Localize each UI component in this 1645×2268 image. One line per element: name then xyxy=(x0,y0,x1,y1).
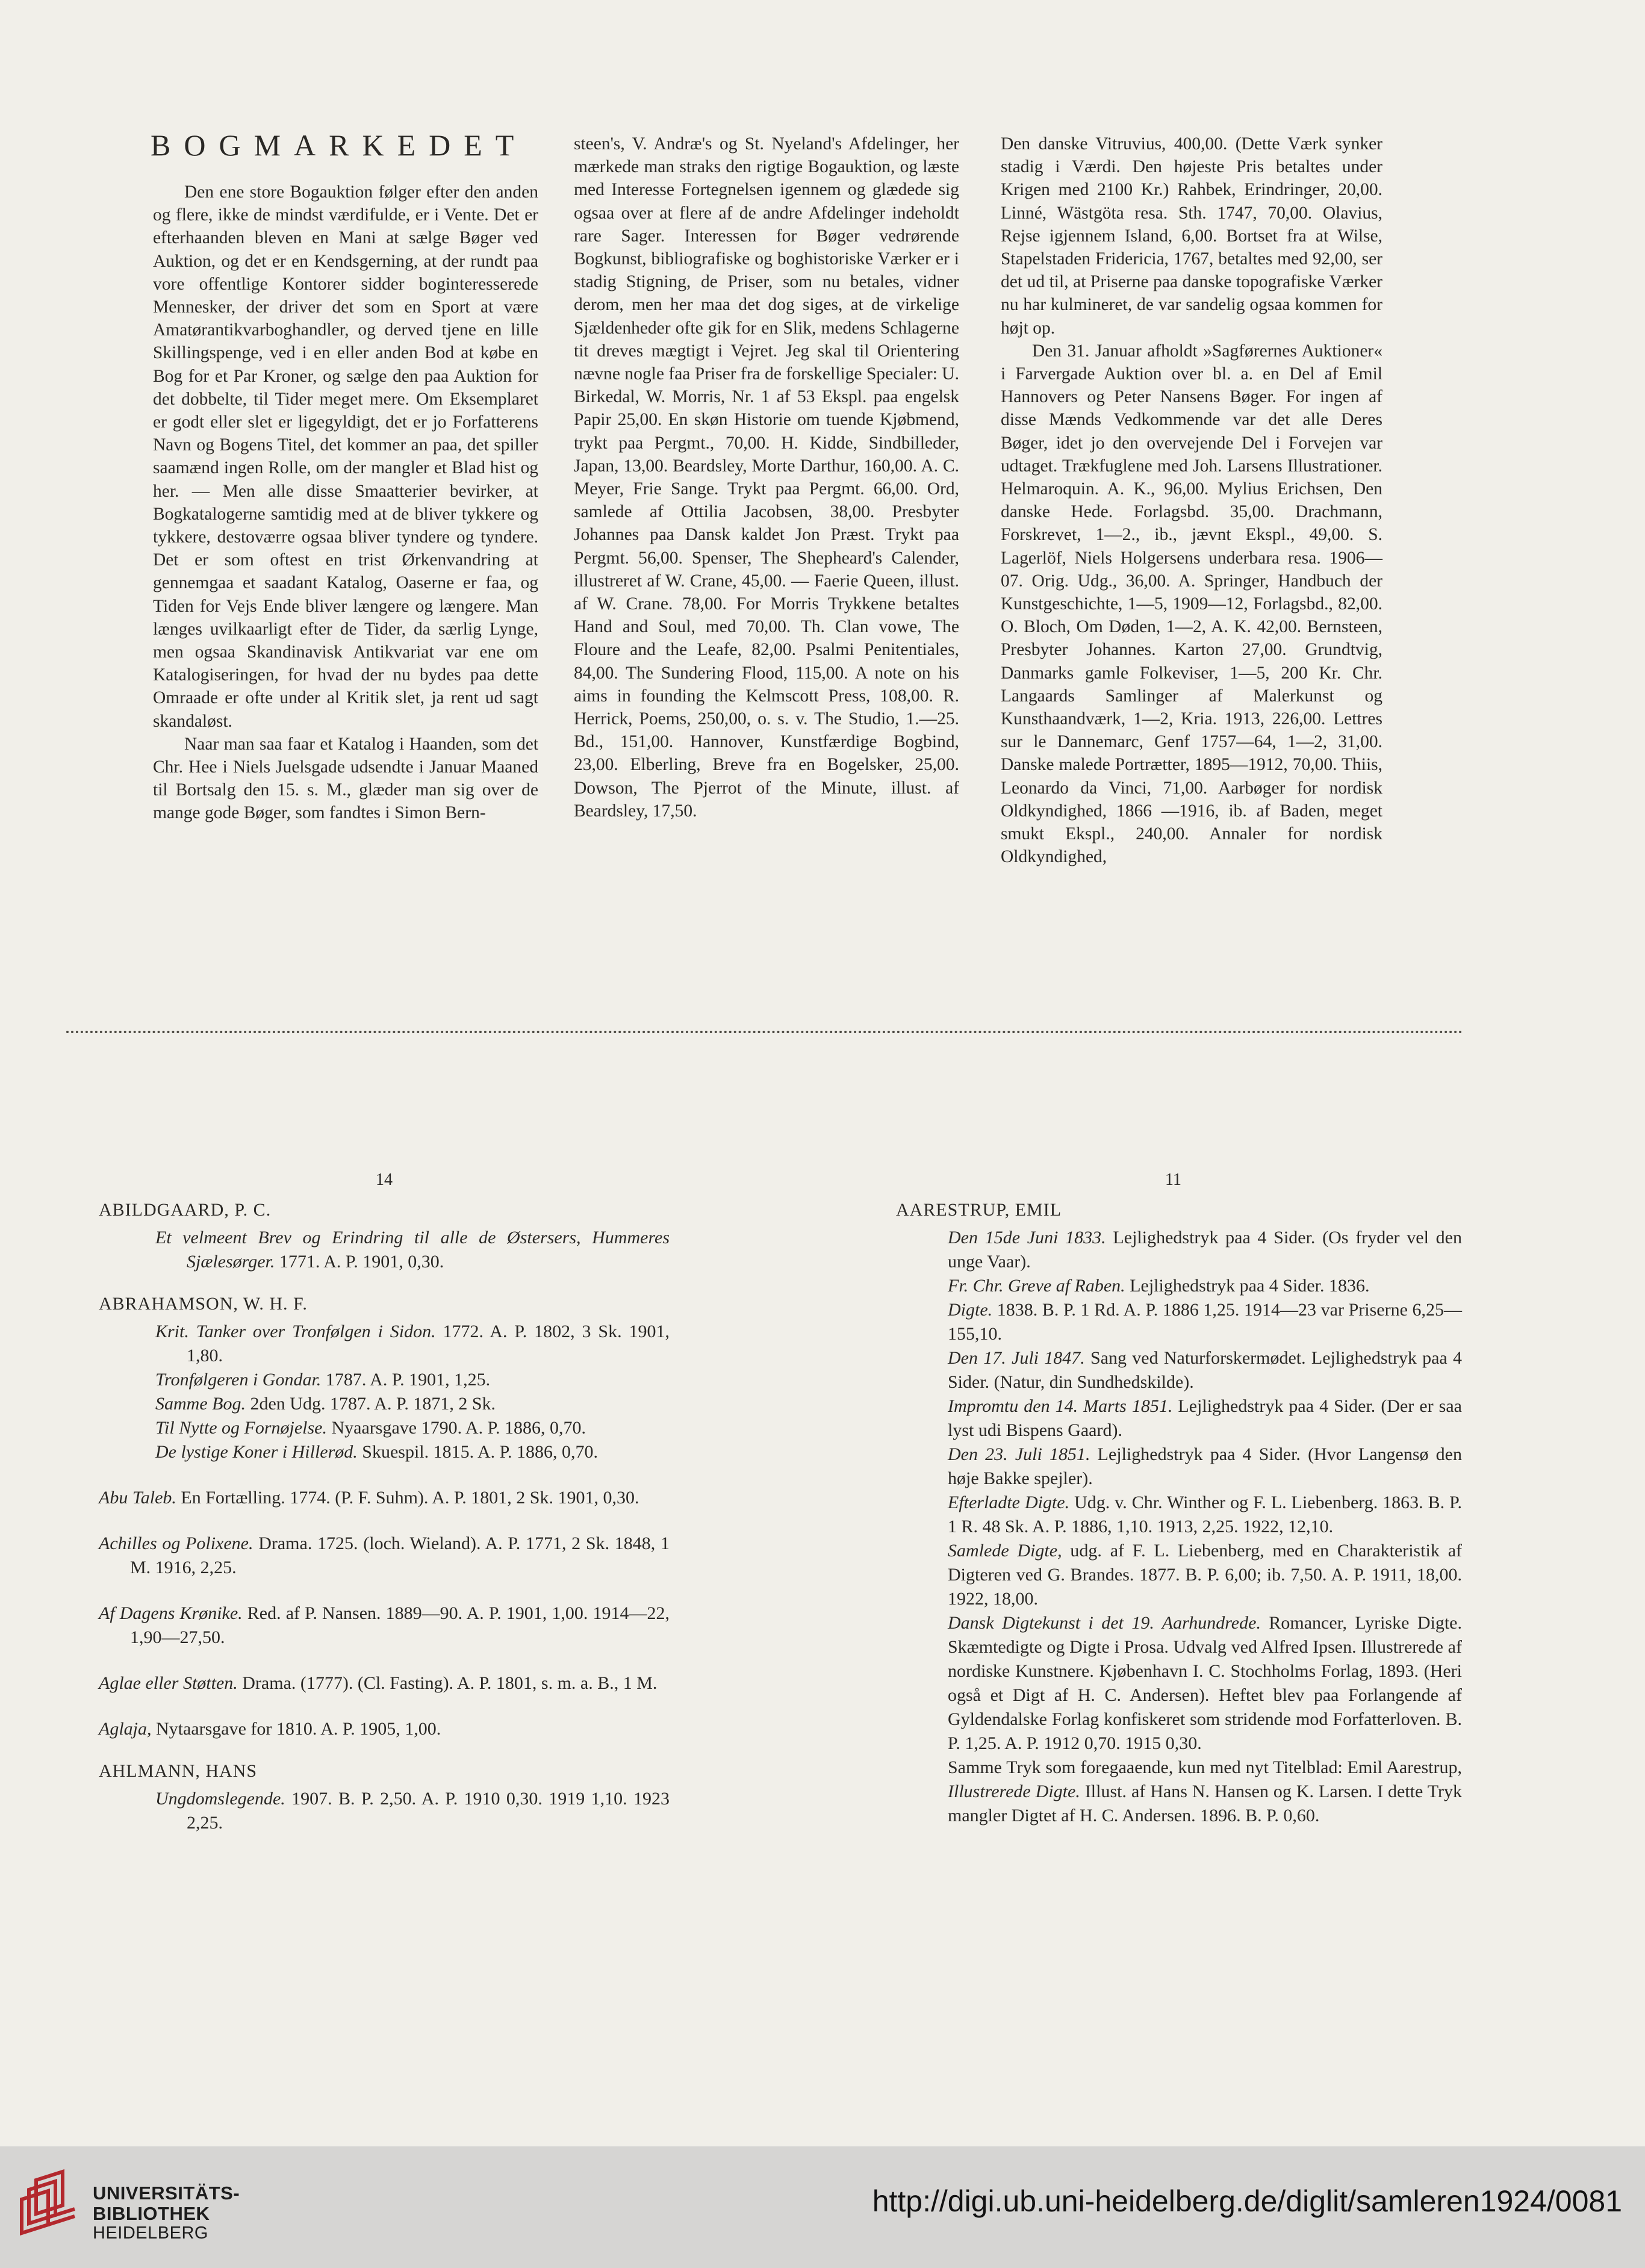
entry-details: Red. af P. Nansen. 1889—90. A. P. 1901, 1,00. 1914—22, 1,90—27,50. xyxy=(130,1603,670,1647)
bib-entry xyxy=(99,1717,670,1741)
entry-details: 1787. A. P. 1901, 1,25. xyxy=(321,1370,491,1390)
entry-title: Abu Taleb. xyxy=(99,1488,176,1508)
bibliography-right xyxy=(896,1198,1462,1828)
bib-entry xyxy=(948,1298,1462,1346)
entry-title: Den 23. Juli 1851. xyxy=(948,1444,1090,1464)
library-name-line-3: HEIDELBERG xyxy=(93,2223,208,2243)
bib-entry xyxy=(99,1486,670,1510)
author-heading: ABILDGAARD, P. C. xyxy=(99,1200,272,1220)
entry-title: Aglaja, xyxy=(99,1719,152,1739)
bib-entry xyxy=(99,1532,670,1580)
entry-details: Nytaarsgave for 1810. A. P. 1905, 1,00. xyxy=(151,1719,441,1739)
article-column-1 xyxy=(153,181,538,825)
entry-title: Tronfølgeren i Gondar. xyxy=(155,1370,322,1390)
entry-title: Aglae eller Støtten. xyxy=(99,1673,238,1693)
article-paragraph: Den danske Vitruvius, 400,00. (Dette Værk synker stadig i Værdi. Den højeste Pris betaltes under Krigen med 2100 Kr.) Rahbek, Erindringer, 20,00. Linné, Wästgöta resa. Sth. 1747, 70,00. Olavius, Rejse igjennem Island, 6,00. Bortset fra at Wilse, Stapelstaden Fridericia, 1767, betaltes med 92,00, ser det ud til, at Priserne paa danske topografiske Værker nu har kulmineret, de var sandelig ogsaa kommen for højt op. xyxy=(1001,134,1382,338)
author-heading: AHLMANN, HANS xyxy=(99,1761,258,1781)
library-name-line-1: UNIVERSITÄTS- xyxy=(93,2183,240,2204)
entry-details: 1838. B. P. 1 Rd. A. P. 1886 1,25. 1914—23 var Priserne 6,25—155,10. xyxy=(948,1300,1462,1344)
article-column-3 xyxy=(1001,132,1382,869)
entry-title: Af Dagens Krønike. xyxy=(99,1603,243,1623)
page-number-left: 14 xyxy=(376,1170,393,1189)
entry-details: Lejlighedstryk paa 4 Sider. (Os fryder vel den unge Vaar). xyxy=(948,1228,1462,1272)
entry-title: Samlede Digte, xyxy=(948,1541,1062,1561)
entry-details: Illust. af Hans N. Hansen og K. Larsen. I dette Tryk mangler Digtet af H. C. Andersen. 1896. B. P. 0,60. xyxy=(948,1782,1463,1825)
entry-details: 1907. B. P. 2,50. A. P. 1910 0,30. 1919 1,10. 1923 2,25. xyxy=(187,1789,670,1833)
entry-title: Fr. Chr. Greve af Raben. xyxy=(948,1276,1125,1296)
page-number-right: 11 xyxy=(1165,1170,1181,1189)
bib-entry xyxy=(155,1416,670,1440)
bib-entry xyxy=(948,1394,1462,1443)
bib-entry xyxy=(155,1368,670,1392)
entry-details: udg. af F. L. Liebenberg, med en Charakteristik af Digteren ved G. Brandes. 1877. B. P. 6,00; ib. 7,50. A. P. 1911, 18,00. 1922, 18,00. xyxy=(948,1541,1462,1609)
bib-entry xyxy=(948,1274,1462,1298)
bib-entry xyxy=(155,1392,670,1416)
entry-title: Et velmeent Brev og Erindring til alle de Østersers, Hummeres Sjælesørger. xyxy=(155,1228,670,1272)
bib-entry xyxy=(155,1226,670,1274)
entry-title: Impromtu den 14. Marts 1851. xyxy=(948,1396,1173,1416)
bib-entry xyxy=(155,1787,670,1835)
entry-details: Lejlighedstryk paa 4 Sider. (Der er saa lyst udi Bispens Gaard). xyxy=(948,1396,1462,1440)
entry-title: Den 17. Juli 1847. xyxy=(948,1348,1085,1368)
library-name-line-2: BIBLIOTHEK xyxy=(93,2203,210,2224)
entry-details: Lejlighedstryk paa 4 Sider. 1836. xyxy=(1125,1276,1370,1296)
article-paragraph: Den ene store Bogauktion følger efter den anden og flere, ikke de mindst værdifulde, er i Vente. Det er efterhaanden bleven en Mani at sælge Bøger ved Auktion, og det er en Kendsgerning, at der rundt paa vore offentlige Kontorer sidder boginteresserede Mennesker, der driver det som en Sport at være Amatørantikvarboghandler, og derved tjene en lille Skillingspenge, ved i en eller anden Bod at købe en Bog for et Par Kroner, og sælge den paa Auktion for det dobbelte, til Tider meget mere. Om Eksemplaret er godt eller slet er ligegyldigt, det er jo Forfatterens Navn og Bogens Titel, det kommer an paa, det spiller saamænd ingen Rolle, om der mangler et Blad hist og her. — Men alle disse Smaatterier bevirker, at Bogkatalogerne samtidig med at de bliver tykkere og tykkere, destoværre ogsaa bliver tyndere og tyndere. Det er som oftest en trist Ørkenvandring at gennemgaa et saadant Katalog, Oaserne er faa, og Tiden for Vejs Ende bliver længere og længere. Man længes uvilkaarligt efter de Tider, da særlig Lynge, men ogsaa Skandinavisk Antikvariat var ene om Katalogiseringen, for hvad der nu bydes paa dette Omraade er ofte under al Kritik slet, ja rent ud sagt skandaløst. xyxy=(153,182,538,731)
entry-details: 1771. A. P. 1901, 0,30. xyxy=(275,1252,444,1272)
bib-entry xyxy=(948,1611,1462,1756)
digitization-footer xyxy=(0,2146,1645,2268)
entry-title: Digte. xyxy=(948,1300,993,1320)
bibliography-left xyxy=(99,1198,670,1835)
library-logo-icon xyxy=(18,2169,81,2240)
bib-entry xyxy=(948,1443,1462,1491)
entry-details: Udg. v. Chr. Winther og F. L. Liebenberg. 1863. B. P. 1 R. 48 Sk. A. P. 1886, 1,10. 1913, 2,25. 1922, 12,10. xyxy=(948,1493,1463,1536)
entry-details: Sang ved Naturforskermødet. Lejlighedstryk paa 4 Sider. (Natur, din Sundhedskilde). xyxy=(948,1348,1462,1392)
article-title: BOGMARKEDET xyxy=(151,128,527,162)
entry-title: Ungdomslegende. xyxy=(155,1789,285,1809)
entry-title: Dansk Digtekunst i det 19. Aarhundrede. xyxy=(948,1613,1261,1633)
entry-title: Samme Bog. xyxy=(155,1394,246,1414)
article-paragraph: steen's, V. Andræ's og St. Nyeland's Afdelinger, her mærkede man straks den rigtige Bogauktion, og læste med Interesse Fortegnelsen igennem og glædede sig ogsaa over at flere af de andre Afdelinger indeholdt rare Sager. Interessen for Bøger vedrørende Bogkunst, bibliografiske og boghistoriske Værker er i stadig Stigning, de Priser, som nu betales, vidner derom, men her maa det dog siges, at de virkelige Sjældenheder ofte gik for en Slik, medens Schlagerne tit dreves mægtigt i Vejret. Jeg skal til Orientering nævne nogle faa Priser fra de forskellige Specialer: U. Birkedal, W. Morris, Nr. 1 af 53 Ekspl. paa engelsk Papir 25,00. En skøn Historie om tuende Kjøbmend, trykt paa Pergmt., 70,00. H. Kidde, Sindbilleder, Japan, 13,00. Beardsley, Morte Darthur, 160,00. A. C. Meyer, Frie Sange. Trykt paa Pergmt. 66,00. Ord, samlede af Ottilia Jacobsen, 38,00. Presbyter Johannes paa Dansk kaldet Jon Præst. Trykt paa Pergmt. 56,00. Spenser, The Shepheard's Calender, illustreret af W. Crane, 45,00. — Faerie Queen, illust. af W. Crane. 78,00. For Morris Trykkene betaltes Hand and Soul, med 70,00. Th. Clan vowe, The Floure and the Leafe, 82,00. Psalmi Penitentiales, 84,00. The Sundering Flood, 115,00. A note on his aims in founding the Kelmscott Press, 108,00. R. Herrick, Poems, 250,00, o. s. v. The Studio, 1.—25. Bd., 151,00. Hannover, Kunstfærdige Bogbind, 23,00. Elberling, Breve fra en Bogelsker, 25,00. Dowson, The Pjerrot of the Minute, illust. af Beardsley, 17,50. xyxy=(574,134,959,821)
bib-entry xyxy=(99,1602,670,1650)
entry-details: Lejlighedstryk paa 4 Sider. (Hvor Langensø den høje Bakke spejler). xyxy=(948,1444,1462,1488)
entry-title: Krit. Tanker over Tronfølgen i Sidon. xyxy=(155,1322,436,1341)
entry-details: Skuespil. 1815. A. P. 1886, 0,70. xyxy=(357,1442,599,1462)
article-paragraph: Naar man saa faar et Katalog i Haanden, som det Chr. Hee i Niels Juelsgade udsendte i Januar Maaned til Bortsalg den 15. s. M., glæder man sig over de mange gode Bøger, som fandtes i Simon Bern- xyxy=(153,734,538,823)
article-column-2 xyxy=(574,132,959,822)
entry-title: Efterladte Digte. xyxy=(948,1493,1070,1512)
entry-details: Nyaarsgave 1790. A. P. 1886, 0,70. xyxy=(327,1418,586,1438)
entry-title: Illustrerede Digte. xyxy=(948,1782,1080,1801)
cut-line-divider xyxy=(66,1031,1463,1033)
entry-title: Achilles og Polixene. xyxy=(99,1533,253,1553)
author-heading: AARESTRUP, EMIL xyxy=(896,1200,1062,1220)
article-paragraph: Den 31. Januar afholdt »Sagførernes Auktioner« i Farvergade Auktion over bl. a. en Del af Emil Hannovers og Peter Nansens Bøger. For ingen af disse Mænds Vedkommende var det alle Deres Bøger, idet jo den overvejende Del i Forvejen var udtaget. Trækfuglene med Joh. Larsens Illustrationer. Helmaroquin. A. K., 96,00. Mylius Erichsen, Den danske Hede. Forlagsbd. 35,00. Drachmann, Forskrevet, 1—2., ib., jævnt Ekspl., 49,00. S. Lagerlöf, Niels Holgersens underbara resa. 1906—07. Orig. Udg., 36,00. A. Springer, Handbuch der Kunstgeschichte, 1—5, 1909—12, Forlagsbd., 82,00. O. Bloch, Om Døden, 1—2, A. K. 42,00. Bernsteen, Presbyter Johannes. Karton 27,00. Grundtvig, Danmarks gamle Folkeviser, 1—5, 200 Kr. Chr. Langaards Samlinger af Malerkunst og Kunsthaandværk, 1—2, Kria. 1913, 226,00. Lettres sur le Dannemarc, Genf 1757—64, 1—2, 31,00. Danske malede Portrætter, 1895—1912, 70,00. Thiis, Leonardo da Vinci, 71,00. Aarbøger for nordisk Oldkyndighed, 1866 —1916, ib. af Baden, meget smukt Ekspl., 240,00. Annaler for nordisk Oldkyndighed, xyxy=(1001,341,1382,867)
entry-details: En Fortælling. 1774. (P. F. Suhm). A. P. 1801, 2 Sk. 1901, 0,30. xyxy=(176,1488,639,1508)
bib-entry xyxy=(155,1320,670,1368)
bib-entry xyxy=(155,1440,670,1464)
author-heading: ABRAHAMSON, W. H. F. xyxy=(99,1294,308,1314)
entry-title: Til Nytte og Fornøjelse. xyxy=(155,1418,327,1438)
bib-entry xyxy=(948,1491,1462,1539)
entry-title: Den 15de Juni 1833. xyxy=(948,1228,1106,1247)
entry-details: 2den Udg. 1787. A. P. 1871, 2 Sk. xyxy=(245,1394,496,1414)
entry-details: Drama. (1777). (Cl. Fasting). A. P. 1801, s. m. a. B., 1 M. xyxy=(237,1673,658,1693)
entry-details: 1772. A. P. 1802, 3 Sk. 1901, 1,80. xyxy=(187,1322,670,1365)
entry-details: Romancer, Lyriske Digte. Skæmtedigte og Digte i Prosa. Udvalg ved Alfred Ipsen. Illustrerede af nordiske Kunstnere. Kjøbenhavn I. C. Stochholms Forlag, 1893. (Heri også et Digt af H. C. Andersen). Heftet blev paa Forlangende af Gyldendalske Forlag konfiskeret som stridende mod Forfatterloven. B. P. 1,25. A. P. 1912 0,70. 1915 0,30. xyxy=(948,1613,1462,1753)
bib-entry xyxy=(948,1756,1462,1828)
bib-entry xyxy=(948,1539,1462,1611)
bib-entry xyxy=(948,1226,1462,1274)
bib-entry xyxy=(99,1671,670,1695)
bib-entry xyxy=(948,1346,1462,1394)
entry-prefix: Samme Tryk som foregaaende, kun med nyt Titelblad: Emil Aarestrup, xyxy=(948,1757,1462,1777)
source-url-link[interactable]: http://digi.ub.uni-heidelberg.de/diglit/samleren1924/0081 xyxy=(872,2184,1622,2218)
entry-title: De lystige Koner i Hillerød. xyxy=(155,1442,358,1462)
entry-details: Drama. 1725. (loch. Wieland). A. P. 1771, 2 Sk. 1848, 1 M. 1916, 2,25. xyxy=(130,1533,670,1577)
